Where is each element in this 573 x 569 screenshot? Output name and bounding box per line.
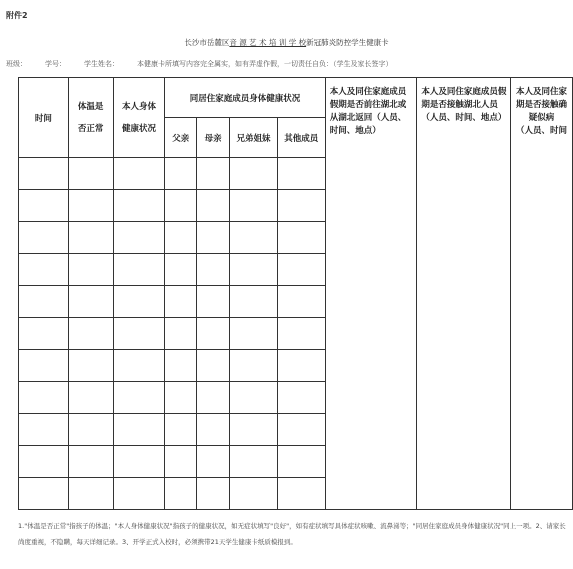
entry-cell[interactable] bbox=[277, 478, 325, 510]
header-suspect-contact: 本人及同住家 期是否接触确 疑似病 （人员、时间 bbox=[510, 78, 572, 510]
entry-cell[interactable] bbox=[113, 190, 165, 222]
entry-cell[interactable] bbox=[113, 318, 165, 350]
entry-cell[interactable] bbox=[113, 350, 165, 382]
class-label: 班级： bbox=[6, 60, 27, 68]
entry-cell[interactable] bbox=[197, 382, 230, 414]
entry-cell[interactable] bbox=[68, 446, 113, 478]
entry-cell[interactable] bbox=[113, 382, 165, 414]
title-prefix: 长沙市岳麓区 bbox=[184, 38, 230, 47]
entry-cell[interactable] bbox=[68, 254, 113, 286]
header-father: 父亲 bbox=[165, 118, 197, 158]
entry-cell[interactable] bbox=[197, 222, 230, 254]
entry-cell[interactable] bbox=[165, 446, 197, 478]
entry-cell[interactable] bbox=[68, 222, 113, 254]
entry-cell[interactable] bbox=[197, 286, 230, 318]
entry-cell[interactable] bbox=[165, 478, 197, 510]
footer-notes: 1."体温是否正常"指孩子的体温；"本人身体健康状况"指孩子的健康状况，如无症状填写"良好"，如有症状填写具体症状咳嗽、流鼻涕等；"同居住家庭成员身体健康状况"同上一项。2、请家长尚度重视，不隐瞒，每天详细记录。3、开学正式入校时，必须携带21天学生健康卡纸质模报到。 bbox=[18, 522, 566, 546]
header-hubei-travel: 本人及同住家庭成员假期是否前往湖北或从湖北返回（人员、时间、地点） bbox=[325, 78, 417, 510]
entry-cell[interactable] bbox=[19, 222, 69, 254]
entry-cell[interactable] bbox=[19, 190, 69, 222]
entry-cell[interactable] bbox=[230, 478, 278, 510]
entry-cell[interactable] bbox=[230, 382, 278, 414]
entry-cell[interactable] bbox=[197, 478, 230, 510]
entry-cell[interactable] bbox=[230, 158, 278, 190]
entry-cell[interactable] bbox=[19, 286, 69, 318]
entry-cell[interactable] bbox=[165, 414, 197, 446]
header-siblings: 兄弟姐妹 bbox=[230, 118, 278, 158]
entry-cell[interactable] bbox=[197, 318, 230, 350]
header-hubei-contact: 本人及同住家庭成员假期是否接触湖北人员（人员、时间、地点） bbox=[417, 78, 511, 510]
entry-cell[interactable] bbox=[197, 254, 230, 286]
entry-cell[interactable] bbox=[230, 414, 278, 446]
statement-text: 本健康卡所填写内容完全属实，如有弄虚作假，一切责任自负：（学生及家长签字） bbox=[137, 60, 393, 68]
entry-cell[interactable] bbox=[277, 222, 325, 254]
entry-cell[interactable] bbox=[277, 286, 325, 318]
entry-cell[interactable] bbox=[19, 478, 69, 510]
entry-cell[interactable] bbox=[277, 382, 325, 414]
entry-cell[interactable] bbox=[277, 158, 325, 190]
header-mother: 母亲 bbox=[197, 118, 230, 158]
entry-cell[interactable] bbox=[165, 318, 197, 350]
entry-cell[interactable] bbox=[113, 222, 165, 254]
entry-cell[interactable] bbox=[113, 286, 165, 318]
entry-cell[interactable] bbox=[197, 414, 230, 446]
entry-cell[interactable] bbox=[19, 350, 69, 382]
entry-cell[interactable] bbox=[230, 286, 278, 318]
page-title bbox=[0, 37, 573, 48]
entry-cell[interactable] bbox=[68, 478, 113, 510]
entry-cell[interactable] bbox=[19, 158, 69, 190]
entry-cell[interactable] bbox=[165, 190, 197, 222]
entry-cell[interactable] bbox=[230, 222, 278, 254]
entry-cell[interactable] bbox=[19, 318, 69, 350]
student-name-label: 学生姓名： bbox=[84, 60, 119, 68]
entry-cell[interactable] bbox=[277, 414, 325, 446]
entry-cell[interactable] bbox=[165, 222, 197, 254]
entry-cell[interactable] bbox=[277, 190, 325, 222]
entry-cell[interactable] bbox=[19, 446, 69, 478]
entry-cell[interactable] bbox=[197, 350, 230, 382]
entry-cell[interactable] bbox=[277, 254, 325, 286]
title-suffix: 新冠肺炎防控学生健康卡 bbox=[306, 38, 389, 47]
entry-cell[interactable] bbox=[197, 158, 230, 190]
header-family-health: 同居住家庭成员身体健康状况 bbox=[165, 78, 325, 118]
entry-cell[interactable] bbox=[230, 318, 278, 350]
entry-cell[interactable] bbox=[165, 286, 197, 318]
entry-cell[interactable] bbox=[230, 446, 278, 478]
entry-cell[interactable] bbox=[197, 446, 230, 478]
header-temperature: 体温是 否正常 bbox=[68, 78, 113, 158]
entry-cell[interactable] bbox=[68, 286, 113, 318]
entry-cell[interactable] bbox=[19, 414, 69, 446]
entry-cell[interactable] bbox=[113, 158, 165, 190]
entry-cell[interactable] bbox=[197, 190, 230, 222]
entry-cell[interactable] bbox=[165, 350, 197, 382]
student-info-line bbox=[6, 59, 411, 69]
school-name: 音 源 艺 术 培 训 学 校 bbox=[229, 38, 307, 47]
entry-cell[interactable] bbox=[230, 254, 278, 286]
header-other-members: 其他成员 bbox=[277, 118, 325, 158]
entry-cell[interactable] bbox=[68, 158, 113, 190]
entry-cell[interactable] bbox=[230, 350, 278, 382]
health-card-table bbox=[18, 77, 573, 510]
entry-cell[interactable] bbox=[230, 190, 278, 222]
entry-cell[interactable] bbox=[165, 158, 197, 190]
header-self-health: 本人身体 健康状况 bbox=[113, 78, 165, 158]
entry-cell[interactable] bbox=[113, 254, 165, 286]
entry-cell[interactable] bbox=[165, 382, 197, 414]
header-time: 时间 bbox=[19, 78, 69, 158]
entry-cell[interactable] bbox=[68, 382, 113, 414]
entry-cell[interactable] bbox=[277, 350, 325, 382]
entry-cell[interactable] bbox=[68, 414, 113, 446]
entry-cell[interactable] bbox=[277, 318, 325, 350]
entry-cell[interactable] bbox=[19, 254, 69, 286]
entry-cell[interactable] bbox=[165, 254, 197, 286]
entry-cell[interactable] bbox=[113, 446, 165, 478]
student-id-label: 学号： bbox=[45, 60, 66, 68]
entry-cell[interactable] bbox=[68, 350, 113, 382]
entry-cell[interactable] bbox=[113, 478, 165, 510]
entry-cell[interactable] bbox=[277, 446, 325, 478]
attachment-label: 附件2 bbox=[6, 11, 28, 20]
entry-cell[interactable] bbox=[68, 318, 113, 350]
entry-cell[interactable] bbox=[113, 414, 165, 446]
entry-cell[interactable] bbox=[68, 190, 113, 222]
entry-cell[interactable] bbox=[19, 382, 69, 414]
